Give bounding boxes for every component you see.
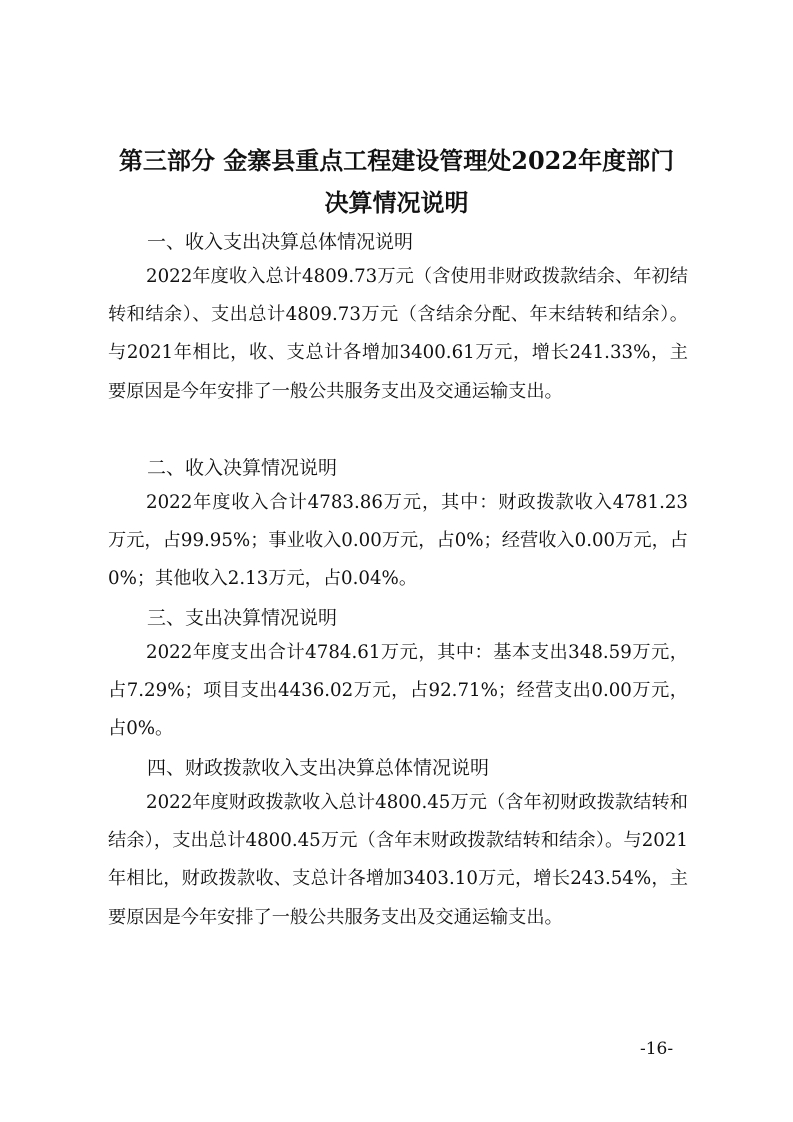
section-paragraph-4: 2022年度财政拨款收入总计4800.45万元（含年初财政拨款结转和结余），支出总计4800.45万元（含年末财政拨款结转和结余）。与2021年相比，财政拨款收、支总计各增加3403.10万元，增长243.54%，主要原因是今年安排了一般公共服务支出及交通运输支出。 xyxy=(108,792,688,928)
section-heading-4: 四、财政拨款收入支出决算总体情况说明 xyxy=(147,757,490,779)
section-paragraph-2: 2022年度收入合计4783.86万元，其中：财政拨款收入4781.23万元，占99.95%；事业收入0.00万元，占0%；经营收入0.00万元，占0%；其他收入2.13万元，占0.04%。 xyxy=(108,492,688,590)
section-paragraph-3: 2022年度支出合计4784.61万元，其中：基本支出348.59万元，占7.29%；项目支出4436.02万元，占92.71%；经营支出0.00万元，占0%。 xyxy=(108,642,688,740)
document-title-line-2: 决算情况说明 xyxy=(324,188,469,217)
section-heading-1: 一、收入支出决算总体情况说明 xyxy=(147,231,414,253)
page-number: -16- xyxy=(640,1039,674,1059)
document-title-line-1: 第三部分 金寨县重点工程建设管理处2022年度部门 xyxy=(118,146,675,175)
section-heading-2: 二、收入决算情况说明 xyxy=(147,457,338,479)
section-paragraph-1: 2022年度收入总计4809.73万元（含使用非财政拨款结余、年初结转和结余）、支出总计4809.73万元（含结余分配、年末结转和结余）。与2021年相比，收、支总计各增加3400.61万元，增长241.33%，主要原因是今年安排了一般公共服务支出及交通运输支出。 xyxy=(108,266,688,402)
section-heading-3: 三、支出决算情况说明 xyxy=(147,607,338,629)
